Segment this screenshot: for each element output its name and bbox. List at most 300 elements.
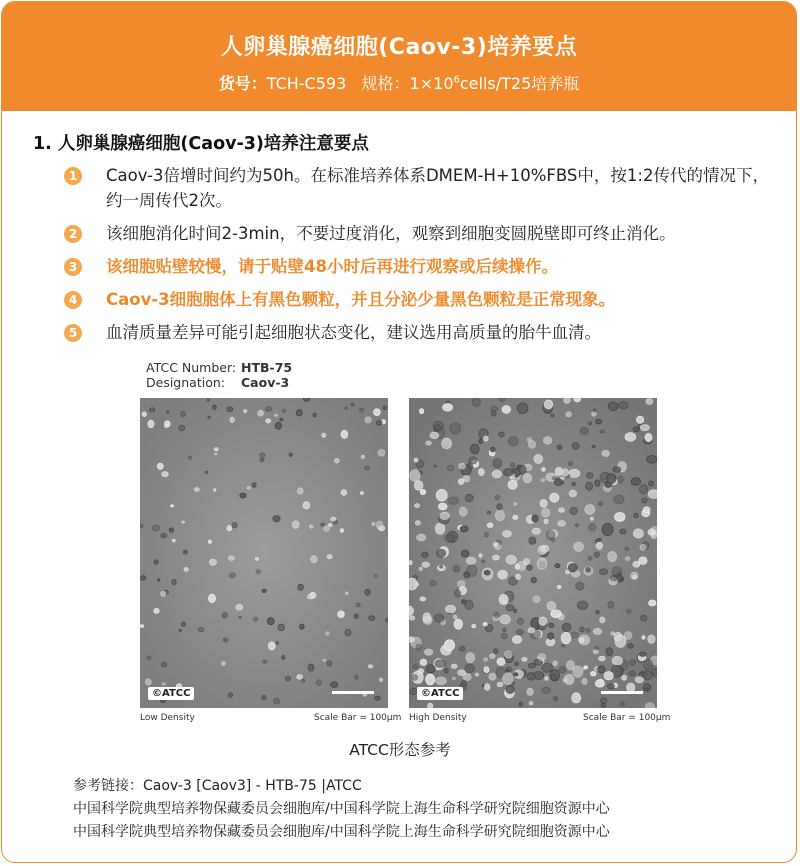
cell-blob <box>540 500 547 508</box>
cell-blob <box>479 439 483 443</box>
cell-blob <box>148 420 154 427</box>
cell-blob <box>285 676 290 681</box>
cell-blob <box>434 465 437 467</box>
cell-blob <box>436 489 447 501</box>
sku-label: 货号： <box>218 74 267 93</box>
cell-blob <box>598 502 602 506</box>
cell-blob <box>620 529 626 534</box>
cell-blob <box>161 591 166 596</box>
cell-blob <box>649 481 654 486</box>
cell-blob <box>409 578 417 590</box>
cell-blob <box>282 656 285 660</box>
cell-blob <box>292 521 299 529</box>
section-title: 1. 人卵巢腺癌细胞(Caov-3)培养注意要点 <box>33 134 369 154</box>
cell-blob <box>379 678 383 681</box>
cell-blob <box>501 633 507 638</box>
sku-value: TCH-C593 <box>266 74 347 93</box>
cell-blob <box>331 517 336 521</box>
cell-blob <box>355 675 359 679</box>
cell-blob <box>440 512 450 519</box>
list-item-highlight <box>64 287 780 312</box>
cell-blob <box>153 525 160 531</box>
cell-blob <box>230 417 235 422</box>
cell-blob <box>570 632 578 638</box>
cell-blob <box>610 575 617 580</box>
cell-blob <box>229 573 235 578</box>
cell-blob <box>563 679 567 683</box>
designation-value: Caov-3 <box>241 375 290 390</box>
cell-blob <box>487 523 493 527</box>
cell-blob <box>228 556 234 561</box>
cell-blob <box>372 523 375 526</box>
cell-blob <box>472 624 476 627</box>
cell-blob <box>557 445 562 449</box>
cell-blob <box>523 473 532 482</box>
cell-blob <box>145 679 151 685</box>
cell-blob <box>255 558 258 561</box>
cell-blob <box>539 617 547 625</box>
cell-blob <box>649 600 656 606</box>
cell-blob <box>545 677 548 681</box>
cell-blob <box>612 656 622 665</box>
cell-blob <box>625 433 636 442</box>
cell-blob <box>359 408 364 412</box>
cell-blob <box>435 523 444 534</box>
cell-blob <box>356 603 360 607</box>
cell-blob <box>504 469 514 477</box>
cell-blob <box>542 663 553 672</box>
cell-blob <box>341 490 347 496</box>
cell-blob <box>645 433 652 441</box>
cell-blob <box>586 482 593 490</box>
cell-blob <box>410 470 420 482</box>
cell-blob <box>542 508 550 517</box>
cell-blob <box>600 617 605 623</box>
cell-blob <box>551 675 557 680</box>
cell-blob <box>303 502 310 509</box>
cell-blob <box>575 524 579 527</box>
cell-blob <box>489 673 496 680</box>
cell-blob <box>620 702 624 706</box>
cell-blob <box>636 416 643 423</box>
cell-blob <box>484 436 489 441</box>
cell-blob <box>208 416 211 418</box>
cell-blob <box>543 437 551 444</box>
cell-blob <box>263 660 267 663</box>
cell-blob <box>369 616 375 621</box>
cell-blob <box>550 493 559 502</box>
cell-blob <box>485 684 490 690</box>
cell-blob <box>629 671 635 676</box>
cell-blob <box>499 432 505 437</box>
cell-blob <box>466 557 475 564</box>
cell-blob <box>376 421 382 426</box>
cell-blob <box>375 696 380 700</box>
cell-blob <box>568 462 573 466</box>
cell-blob <box>528 441 535 449</box>
cell-blob <box>311 556 317 563</box>
cell-blob <box>633 427 639 432</box>
cell-blob <box>559 508 565 512</box>
cell-blob <box>643 507 650 513</box>
cell-blob <box>466 653 475 663</box>
cell-blob <box>435 660 445 668</box>
cell-blob <box>548 633 554 639</box>
cell-blob <box>451 664 457 668</box>
cell-blob <box>541 479 545 482</box>
cell-blob <box>648 635 655 643</box>
cell-blob <box>430 432 439 438</box>
cell-blob <box>590 517 593 520</box>
cell-blob <box>461 550 469 557</box>
cell-blob <box>527 688 533 695</box>
cell-blob <box>459 463 466 469</box>
cell-blob <box>142 412 146 417</box>
cell-blob <box>588 556 592 560</box>
cell-blob <box>166 411 168 413</box>
cell-blob <box>622 675 627 680</box>
cell-blob <box>644 688 648 691</box>
cell-blob <box>324 526 330 532</box>
cell-blob <box>302 679 305 682</box>
cell-blob <box>475 673 478 676</box>
cell-blob <box>547 602 556 611</box>
cell-blob <box>483 658 487 661</box>
cell-blob <box>150 408 155 412</box>
cell-blob <box>260 453 265 457</box>
cell-blob <box>495 510 504 521</box>
cell-blob <box>605 482 612 487</box>
spec-value-sup: 6 <box>453 74 460 86</box>
cell-blob <box>307 595 313 599</box>
cell-blob <box>578 601 588 610</box>
list-item <box>64 221 780 246</box>
cell-blob <box>529 537 536 544</box>
cell-blob <box>494 543 499 547</box>
cell-blob <box>422 552 429 557</box>
cell-blob <box>516 574 521 579</box>
cell-blob <box>493 555 500 560</box>
cell-blob <box>497 658 505 665</box>
cell-blob <box>608 601 614 608</box>
cell-blob <box>450 423 461 434</box>
cell-blob <box>278 624 285 631</box>
cell-blob <box>444 640 454 651</box>
number-badge: 4 <box>64 291 82 309</box>
cell-blob <box>468 457 477 464</box>
cell-blob <box>425 649 433 655</box>
cell-blob <box>508 480 517 489</box>
cell-blob <box>553 661 557 666</box>
cell-blob <box>460 526 468 532</box>
cell-blob <box>611 632 615 635</box>
cell-blob <box>207 399 210 401</box>
cell-blob <box>647 456 657 464</box>
cell-blob <box>459 507 467 516</box>
cell-blob <box>542 468 546 472</box>
cell-blob <box>495 495 499 500</box>
figure-caption: ATCC形态参考 <box>349 741 451 759</box>
low-density-cells <box>140 398 388 708</box>
cell-blob <box>454 619 462 629</box>
cell-blob <box>569 469 580 477</box>
cell-blob <box>460 646 465 651</box>
cell-blob <box>415 521 420 525</box>
cell-blob <box>471 444 480 454</box>
cell-blob <box>374 575 377 577</box>
cell-blob <box>506 685 514 693</box>
cell-blob <box>365 417 372 423</box>
cell-blob <box>227 407 233 412</box>
cell-blob <box>562 469 568 476</box>
cell-blob <box>640 425 649 431</box>
cell-blob <box>172 579 177 584</box>
cell-blob <box>522 657 527 661</box>
cell-blob <box>413 665 418 669</box>
cell-blob <box>608 552 617 562</box>
cell-blob <box>517 618 523 624</box>
cell-blob <box>181 411 186 416</box>
cell-blob <box>458 670 466 676</box>
cell-blob <box>534 454 543 463</box>
cell-blob <box>308 664 314 671</box>
cell-blob <box>500 398 506 402</box>
cell-blob <box>256 570 261 574</box>
cell-blob <box>630 660 636 666</box>
cell-blob <box>438 503 447 510</box>
cell-blob <box>236 604 243 610</box>
cell-blob <box>368 665 372 668</box>
cell-blob <box>574 542 584 551</box>
cell-blob <box>323 659 326 661</box>
cell-blob <box>365 589 370 595</box>
cell-blob <box>504 651 512 658</box>
cell-blob <box>538 546 546 555</box>
cell-blob <box>572 443 579 450</box>
cell-blob <box>383 406 386 410</box>
cell-blob <box>483 623 487 626</box>
cell-blob <box>595 480 600 486</box>
cell-blob <box>427 665 436 673</box>
cell-blob <box>416 644 422 650</box>
cell-blob <box>639 485 647 494</box>
cell-blob <box>631 572 638 579</box>
cell-blob <box>309 525 313 528</box>
cell-blob <box>445 605 455 612</box>
cell-blob <box>551 538 555 542</box>
page-title: 人卵巢腺癌细胞(Caov-3)培养要点 <box>220 35 578 60</box>
cell-blob <box>628 644 633 648</box>
cell-blob <box>351 403 354 406</box>
cell-blob <box>613 467 621 473</box>
cell-blob <box>576 582 584 590</box>
cell-blob <box>436 677 447 685</box>
cell-blob <box>443 404 453 411</box>
cell-blob <box>544 519 548 524</box>
high-scale-caption: Scale Bar = 100μm <box>583 713 671 723</box>
cell-blob <box>232 522 237 528</box>
cell-blob <box>479 469 485 476</box>
cell-blob <box>426 441 432 445</box>
cell-blob <box>252 483 256 488</box>
cell-blob <box>608 402 618 410</box>
cell-blob <box>517 465 521 468</box>
cell-blob <box>214 489 216 492</box>
cell-blob <box>313 413 316 417</box>
cell-blob <box>500 615 511 624</box>
cell-blob <box>492 470 501 478</box>
cell-blob <box>417 534 426 541</box>
cell-blob <box>376 521 383 529</box>
cell-blob <box>596 610 600 613</box>
cell-blob <box>208 540 211 543</box>
cell-blob <box>484 667 489 673</box>
cell-blob <box>447 465 454 471</box>
cell-blob <box>465 600 473 610</box>
cell-blob <box>642 671 652 680</box>
cell-blob <box>561 632 571 643</box>
cell-blob <box>181 622 185 626</box>
cell-blob <box>633 529 643 538</box>
cell-blob <box>557 585 561 588</box>
cell-blob <box>513 636 522 644</box>
item-text: 该细胞贴壁较慢，请于贴壁48小时后再进行观察或后续操作。 <box>106 257 558 276</box>
cell-blob <box>214 448 218 451</box>
cell-blob <box>591 672 597 676</box>
cell-blob <box>361 455 364 458</box>
cell-blob <box>506 605 514 611</box>
cell-blob <box>183 550 187 554</box>
cell-blob <box>558 614 564 620</box>
cell-blob <box>568 564 577 572</box>
cell-blob <box>562 623 571 631</box>
cell-blob <box>601 703 605 707</box>
reference-source: 中国科学院典型培养物保藏委员会细胞库/中国科学院上海生命科学研究院细胞资源中心 <box>73 824 610 840</box>
cell-blob <box>140 524 143 528</box>
cell-blob <box>615 512 625 521</box>
cell-blob <box>179 630 182 632</box>
cell-blob <box>141 576 146 580</box>
scale-bar <box>332 691 374 694</box>
cell-blob <box>618 476 624 483</box>
cell-blob <box>327 661 332 666</box>
cell-blob <box>499 594 508 604</box>
cell-blob <box>589 422 592 425</box>
atcc-number-value: HTB-75 <box>241 360 293 375</box>
cell-blob <box>641 615 647 621</box>
cell-blob <box>448 497 459 504</box>
cell-blob <box>583 667 586 669</box>
atcc-meta <box>146 360 292 390</box>
cell-blob <box>528 663 535 668</box>
cell-blob <box>267 618 274 625</box>
cell-blob <box>360 492 363 495</box>
cell-blob <box>596 542 602 549</box>
cell-blob <box>551 414 554 417</box>
cell-blob <box>542 687 551 693</box>
cell-blob <box>642 636 645 640</box>
cell-blob <box>580 427 588 434</box>
cell-blob <box>640 652 646 656</box>
cell-blob <box>519 702 523 706</box>
cell-blob <box>253 617 258 621</box>
cell-blob <box>298 584 304 590</box>
cell-blob <box>198 627 203 632</box>
cell-blob <box>322 433 326 437</box>
cell-blob <box>626 610 631 614</box>
cell-blob <box>385 619 388 622</box>
cell-blob <box>414 458 418 462</box>
cell-blob <box>179 425 185 431</box>
cell-blob <box>154 560 158 564</box>
cell-blob <box>582 678 587 684</box>
cell-blob <box>465 494 473 501</box>
cell-blob <box>599 656 606 661</box>
cell-blob <box>498 570 507 579</box>
cell-blob <box>414 481 423 490</box>
cell-blob <box>274 698 280 704</box>
cell-blob <box>566 412 572 417</box>
notes-list <box>64 163 780 353</box>
cell-blob <box>569 490 576 497</box>
cell-blob <box>239 616 242 618</box>
cell-blob <box>620 578 624 581</box>
cell-blob <box>297 675 303 680</box>
cell-blob <box>345 629 351 636</box>
cell-blob <box>537 558 547 569</box>
cell-blob <box>604 672 613 680</box>
cell-blob <box>516 630 523 635</box>
cell-blob <box>487 511 490 513</box>
cell-blob <box>640 544 646 550</box>
cell-blob <box>205 471 208 474</box>
cell-blob <box>420 659 427 665</box>
cell-blob <box>258 410 264 416</box>
cell-blob <box>437 549 446 557</box>
cell-blob <box>555 564 560 568</box>
spec-value-post: cells/T25培养瓶 <box>459 74 580 93</box>
cell-blob <box>300 624 305 629</box>
cell-blob <box>596 419 602 424</box>
cell-blob <box>555 467 562 475</box>
item-text: 该细胞消化时间2-3min，不要过度消化，观察到细胞变圆脱壁即可终止消化。 <box>106 224 676 243</box>
scale-bar <box>601 691 643 694</box>
cell-blob <box>515 662 519 666</box>
cell-blob <box>227 526 232 531</box>
reference-source: 中国科学院典型培养物保藏委员会细胞库/中国科学院上海生命科学研究院细胞资源中心 <box>73 801 610 817</box>
cell-blob <box>651 533 657 539</box>
low-scale-caption: Scale Bar = 100μm <box>314 713 402 723</box>
cell-blob <box>209 559 216 565</box>
cell-blob <box>154 608 159 613</box>
cell-blob <box>503 673 514 685</box>
cell-blob <box>635 677 643 683</box>
cell-blob <box>511 463 515 468</box>
cell-blob <box>594 552 599 557</box>
cell-blob <box>484 532 488 537</box>
cell-blob <box>479 554 482 557</box>
cell-blob <box>646 399 653 405</box>
number-badge: 2 <box>64 225 82 243</box>
cell-blob <box>561 644 565 647</box>
cell-blob <box>527 565 533 570</box>
cell-blob <box>625 547 629 550</box>
cell-blob <box>593 628 601 634</box>
cell-blob <box>458 479 463 485</box>
cell-blob <box>282 409 286 412</box>
cell-blob <box>625 557 630 561</box>
cell-blob <box>169 528 173 532</box>
